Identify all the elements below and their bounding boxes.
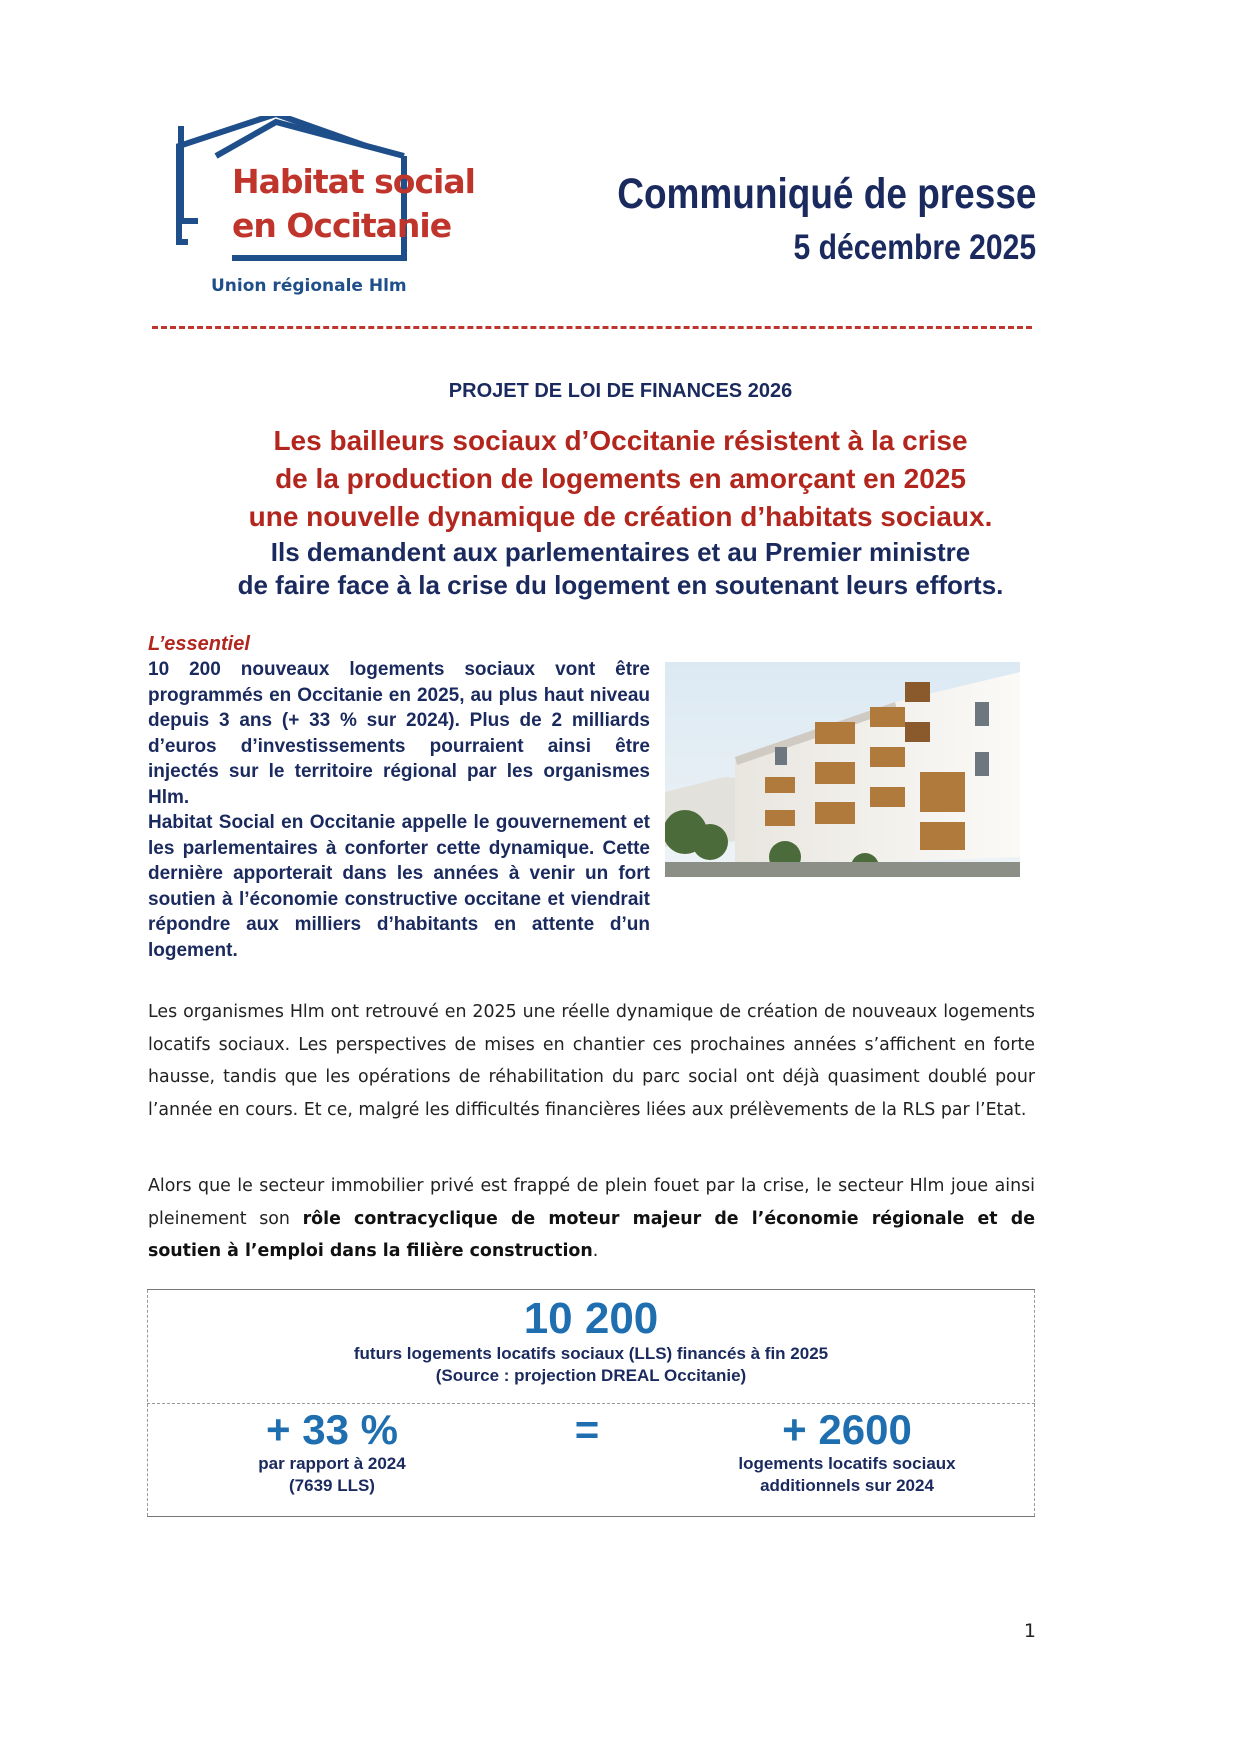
logo-text-line1: Habitat social <box>232 162 475 201</box>
headline-line: une nouvelle dynamique de création d’habitats sociaux. <box>248 501 993 532</box>
kpi-main-value: 10 200 <box>523 1294 659 1343</box>
press-release-title: Communiqué de presse <box>616 170 1036 218</box>
logo-text-line2: en Occitanie <box>232 206 452 245</box>
page-number: 1 <box>1023 1620 1036 1642</box>
kpi-row-divider <box>147 1403 1035 1404</box>
kpi-growth-reference: (7639 LLS) <box>289 1476 375 1495</box>
logo-subtitle: Union régionale Hlm <box>211 276 407 296</box>
building-photo <box>665 662 1020 877</box>
subheadline <box>0 536 1241 602</box>
body-paragraph-2 <box>148 1170 1035 1268</box>
essentiel-paragraph: 10 200 nouveaux logements sociaux vont être programmés en Occitanie en 2025, au plus haut niveau depuis 3 ans (+ 33 % sur 2024). Plus de 2 milliards d’euros d’investissements pourraient ainsi être injectés sur le territoire régional par les organismes Hlm. <box>148 659 650 808</box>
subheadline-line: Ils demandent aux parlementaires et au Premier ministre <box>270 537 971 567</box>
body-paragraph-2-emphasis: rôle contracyclique de moteur majeur de l’économie régionale et de soutien à l’emploi dans la filière construction <box>148 1208 1035 1262</box>
dashed-separator <box>152 326 1032 329</box>
essentiel-paragraph: Habitat Social en Occitanie appelle le gouvernement et les parlementaires à conforter cette dynamique. Cette dernière apporterait dans les années à venir un fort soutien à l’économie constructive occitane et viendrait répondre aux milliers d’habitants en attente d’un logement. <box>148 812 650 961</box>
essentiel-label: L’essentiel <box>148 633 250 655</box>
kpi-growth-value: + 33 % <box>266 1406 398 1453</box>
kpi-growth-caption: par rapport à 2024 <box>258 1454 406 1473</box>
body-paragraph-2-end: . <box>592 1241 599 1262</box>
kpi-main-caption: futurs logements locatifs sociaux (LLS) financés à fin 2025 <box>353 1344 829 1363</box>
headline-line: de la production de logements en amorçant en 2025 <box>275 463 966 494</box>
kpi-table <box>147 1289 1035 1517</box>
kpi-main-source: (Source : projection DREAL Occitanie) <box>435 1366 747 1385</box>
subheadline-line: de faire face à la crise du logement en soutenant leurs efforts. <box>237 570 1004 600</box>
kpi-additional-caption: logements locatifs sociaux <box>738 1454 956 1473</box>
headline <box>0 422 1241 536</box>
body-paragraph-1: Les organismes Hlm ont retrouvé en 2025 une réelle dynamique de création de nouveaux logements locatifs sociaux. Les perspectives de mises en chantier ces prochaines années s’affichent en forte hausse, tandis que les opérations de réhabilitation du parc social ont déjà quasiment doublé pour l’année en cours. Et ce, malgré les difficultés financières liées aux prélèvements de la RLS par l’Etat. <box>148 1002 1035 1120</box>
logo <box>176 116 476 306</box>
kicker: PROJET DE LOI DE FINANCES 2026 <box>448 380 793 402</box>
body-paragraph-2-start: Alors que le secteur immobilier privé est frappé de plein fouet par la crise, le secteur Hlm joue ainsi pleinement son <box>148 1176 1035 1229</box>
kpi-additional-caption-2: additionnels sur 2024 <box>760 1476 934 1495</box>
kpi-equals-sign: = <box>574 1406 600 1453</box>
kpi-additional-value: + 2600 <box>782 1406 912 1453</box>
essentiel-summary <box>148 657 650 963</box>
headline-line: Les bailleurs sociaux d’Occitanie résistent à la crise <box>273 425 968 456</box>
press-release-date: 5 décembre 2025 <box>793 228 1036 267</box>
